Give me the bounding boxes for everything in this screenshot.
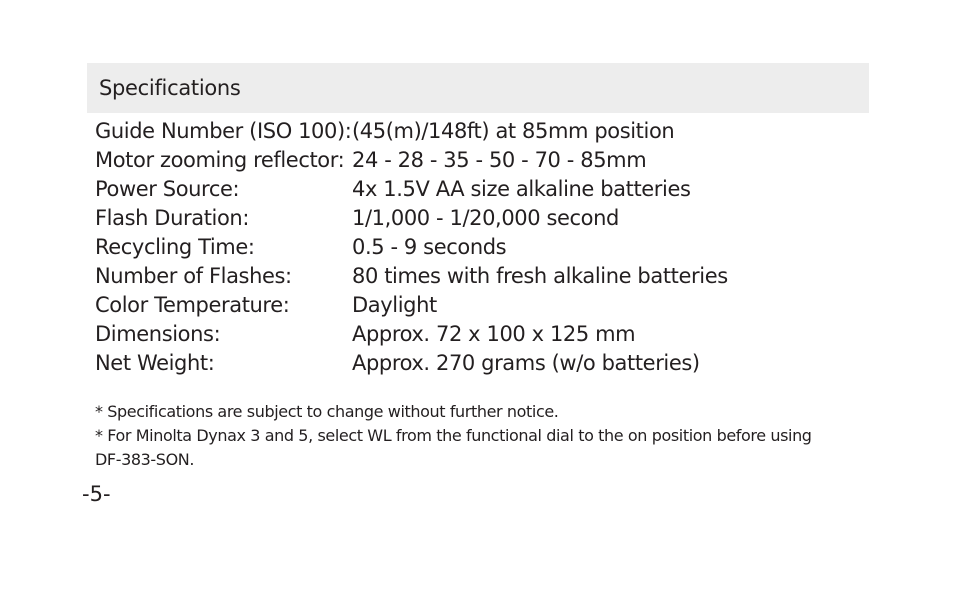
spec-label: Recycling Time: bbox=[95, 235, 255, 259]
spec-value: Daylight bbox=[352, 293, 437, 317]
spec-label: Motor zooming reflector: bbox=[95, 148, 345, 172]
spec-value: 0.5 - 9 seconds bbox=[352, 235, 507, 259]
spec-value: 1/1,000 - 1/20,000 second bbox=[352, 206, 619, 230]
spec-row bbox=[95, 233, 855, 262]
spec-label: Flash Duration: bbox=[95, 206, 249, 230]
section-header bbox=[87, 63, 869, 113]
footnote-line: DF-383-SON. bbox=[95, 450, 195, 469]
spec-row bbox=[95, 204, 855, 233]
spec-row bbox=[95, 117, 855, 146]
spec-row bbox=[95, 175, 855, 204]
spec-label: Guide Number (ISO 100): bbox=[95, 119, 352, 143]
spec-label: Power Source: bbox=[95, 177, 240, 201]
spec-label: Number of Flashes: bbox=[95, 264, 292, 288]
spec-label: Color Temperature: bbox=[95, 293, 290, 317]
spec-row bbox=[95, 349, 855, 378]
spec-value: (45(m)/148ft) at 85mm position bbox=[352, 119, 675, 143]
spec-value: Approx. 72 x 100 x 125 mm bbox=[352, 322, 636, 346]
spec-label: Net Weight: bbox=[95, 351, 215, 375]
spec-row bbox=[95, 146, 855, 175]
footnote-line: * For Minolta Dynax 3 and 5, select WL from the functional dial to the on position before using bbox=[95, 426, 812, 445]
spec-value: 4x 1.5V AA size alkaline batteries bbox=[352, 177, 691, 201]
spec-value: Approx. 270 grams (w/o batteries) bbox=[352, 351, 700, 375]
page-number: -5- bbox=[82, 482, 111, 506]
spec-row bbox=[95, 320, 855, 349]
footnotes bbox=[95, 400, 865, 472]
spec-value: 24 - 28 - 35 - 50 - 70 - 85mm bbox=[352, 148, 647, 172]
spec-table bbox=[95, 117, 855, 378]
spec-label: Dimensions: bbox=[95, 322, 221, 346]
footnote-line: * Specifications are subject to change without further notice. bbox=[95, 402, 559, 421]
spec-row bbox=[95, 262, 855, 291]
spec-row bbox=[95, 291, 855, 320]
section-title: Specifications bbox=[99, 76, 241, 100]
spec-value: 80 times with fresh alkaline batteries bbox=[352, 264, 728, 288]
